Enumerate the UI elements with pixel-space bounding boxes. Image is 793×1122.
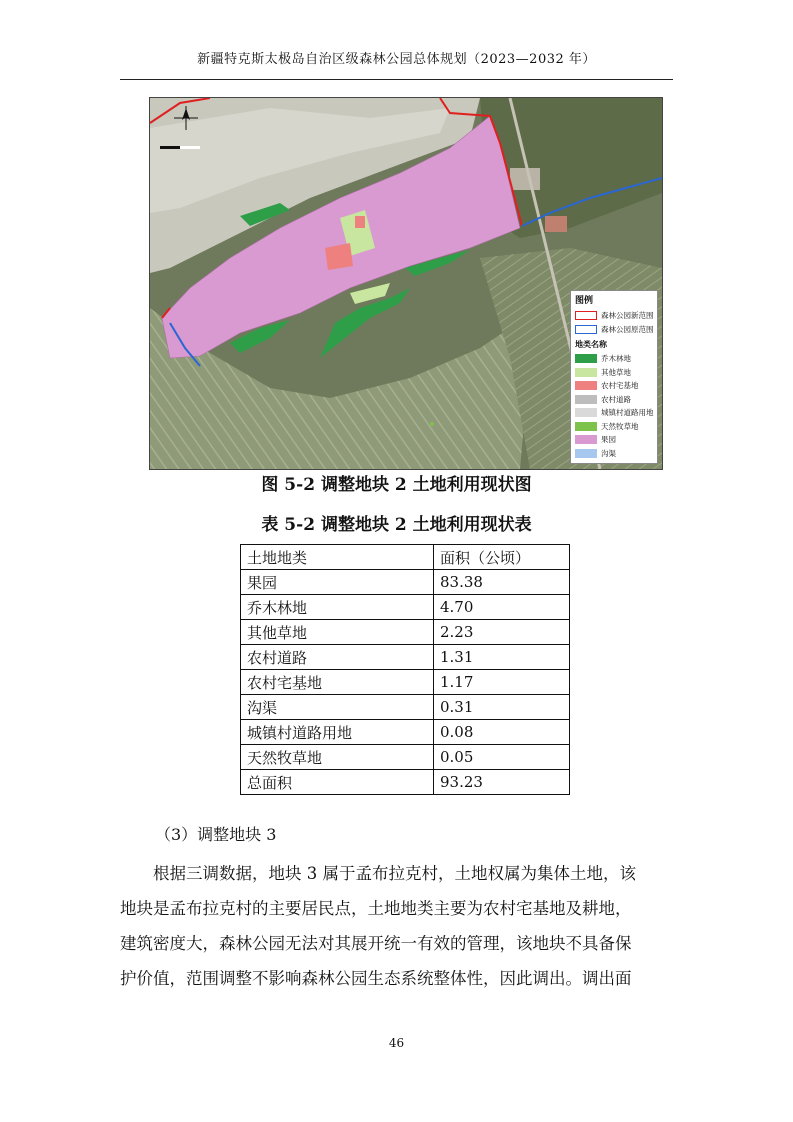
figure-caption: 图 5-2 调整地块 2 土地利用现状图 (261, 475, 532, 495)
table-header-row (241, 545, 570, 570)
cell: 0.08 (434, 720, 570, 745)
paragraph-line: 地块是孟布拉克村的主要居民点，土地地类主要为农村宅基地及耕地， (120, 899, 632, 918)
legend-item: 森林公园新范围 (575, 309, 653, 323)
cell: 1.31 (434, 645, 570, 670)
legend-swatch-old-boundary (575, 325, 597, 334)
paragraph-line: 护价值，范围调整不影响森林公园生态系统整体性，因此调出。调出面 (120, 969, 632, 988)
header-rule (120, 79, 673, 80)
cell: 总面积 (241, 770, 434, 795)
legend-item: 农村宅基地 (575, 379, 653, 393)
table-caption: 表 5-2 调整地块 2 土地利用现状表 (261, 515, 532, 535)
legend-item: 城镇村道路用地 (575, 406, 653, 420)
legend-swatch (575, 422, 597, 431)
cell: 农村宅基地 (241, 670, 434, 695)
cell: 果园 (241, 570, 434, 595)
section-heading: （3）调整地块 3 (155, 825, 277, 844)
cell: 1.17 (434, 670, 570, 695)
cell: 0.31 (434, 695, 570, 720)
cell: 其他草地 (241, 620, 434, 645)
page-number: 46 (388, 1036, 405, 1050)
cell: 城镇村道路用地 (241, 720, 434, 745)
paragraph-line: 建筑密度大，森林公园无法对其展开统一有效的管理，该地块不具备保 (120, 934, 632, 953)
land-use-map (149, 97, 663, 470)
cell: 天然牧草地 (241, 745, 434, 770)
legend-swatch-new-boundary (575, 311, 597, 320)
cell: 4.70 (434, 595, 570, 620)
cell: 93.23 (434, 770, 570, 795)
legend-item: 乔木林地 (575, 352, 653, 366)
table-row (241, 670, 570, 695)
paragraph-line: 根据三调数据，地块 3 属于孟布拉克村，土地权属为集体土地，该 (153, 864, 636, 883)
legend-swatch (575, 395, 597, 404)
legend-item: 农村道路 (575, 393, 653, 407)
legend-swatch (575, 408, 597, 417)
legend-item: 其他草地 (575, 366, 653, 380)
scale-bar (160, 146, 200, 149)
table-row (241, 620, 570, 645)
table-row (241, 745, 570, 770)
legend-item: 沟渠 (575, 447, 653, 461)
legend-swatch (575, 449, 597, 458)
table-row (241, 720, 570, 745)
legend-item: 天然牧草地 (575, 420, 653, 434)
table-row (241, 595, 570, 620)
legend-swatch (575, 368, 597, 377)
cell: 0.05 (434, 745, 570, 770)
table-row (241, 645, 570, 670)
cell: 农村道路 (241, 645, 434, 670)
legend-subtitle: 地类名称 (575, 340, 607, 349)
cell: 沟渠 (241, 695, 434, 720)
column-header: 土地地类 (241, 545, 434, 570)
legend-swatch (575, 381, 597, 390)
cell: 2.23 (434, 620, 570, 645)
body-paragraph (120, 856, 690, 996)
legend-swatch (575, 435, 597, 444)
legend-title: 图例 (575, 296, 594, 306)
column-header: 面积（公顷） (434, 545, 570, 570)
running-header: 新疆特克斯太极岛自治区级森林公园总体规划（2023—2032 年） (197, 52, 596, 67)
land-use-table (240, 544, 570, 795)
table-row (241, 695, 570, 720)
map-legend (570, 290, 658, 464)
legend-item: 森林公园原范围 (575, 323, 653, 337)
table-total-row (241, 770, 570, 795)
cell: 乔木林地 (241, 595, 434, 620)
table-row (241, 570, 570, 595)
legend-swatch (575, 354, 597, 363)
cell: 83.38 (434, 570, 570, 595)
legend-item: 果园 (575, 433, 653, 447)
